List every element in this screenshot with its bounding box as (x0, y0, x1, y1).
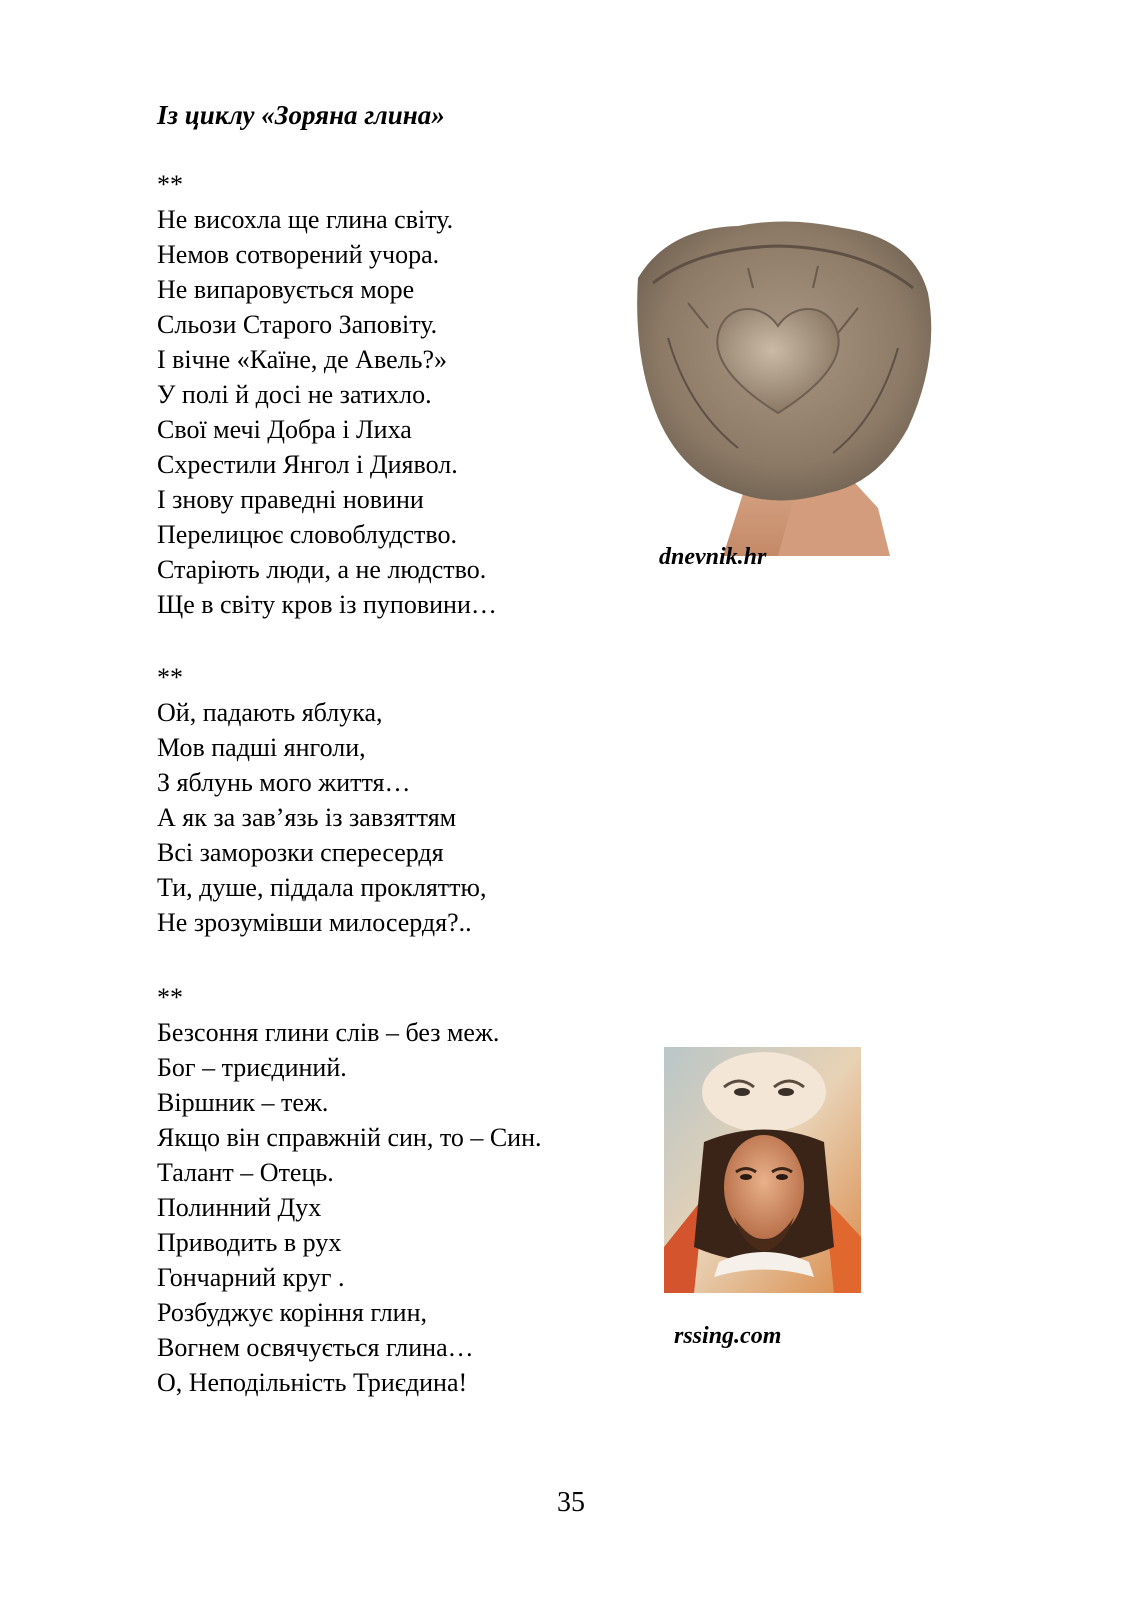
poem-line: Сльози Старого Заповіту. (157, 310, 438, 339)
trinity-painting-image (664, 1047, 861, 1293)
poem-line: Немов сотворений учора. (157, 240, 440, 269)
poem-separator: ** (157, 663, 183, 692)
poem-separator: ** (157, 983, 183, 1012)
poem-3 (157, 980, 542, 1400)
poem-line: З яблунь мого життя… (157, 768, 411, 797)
poem-line: Не зрозумівши милосердя?.. (157, 908, 472, 937)
poem-line: Перелицює словоблудство. (157, 520, 458, 549)
poem-line: Полинний Дух (157, 1193, 322, 1222)
image-credit: dnevnik.hr (659, 544, 767, 570)
poem-line: Схрестили Янгол і Диявол. (157, 450, 458, 479)
poem-line: Всі заморозки спересердя (157, 838, 444, 867)
poem-line: Ой, падають яблука, (157, 698, 383, 727)
poem-line: І вічне «Каїне, де Авель?» (157, 345, 447, 374)
clay-heart-hands-image (628, 208, 942, 556)
poem-line: Безсоння глини слів – без меж. (157, 1018, 500, 1047)
poem-line: Розбуджує коріння глин, (157, 1298, 428, 1327)
poem-2 (157, 660, 486, 940)
image-credit: rssing.com (674, 1323, 782, 1349)
poem-line: Гончарний круг . (157, 1263, 345, 1292)
poem-line: О, Неподільність Триєдина! (157, 1368, 468, 1397)
poem-line: Мов падші янголи, (157, 733, 366, 762)
page-number: 35 (557, 1487, 585, 1518)
poem-line: Не висохла ще глина світу. (157, 205, 454, 234)
poem-line: А як за зав’язь із завзяттям (157, 803, 457, 832)
poem-line: Бог – триєдиний. (157, 1053, 347, 1082)
poem-line: Приводить в рух (157, 1228, 342, 1257)
poem-line: Свої мечі Добра і Лиха (157, 415, 412, 444)
poem-line: Талант – Отець. (157, 1158, 334, 1187)
poem-line: Якщо він справжній син, то – Син. (157, 1123, 542, 1152)
poem-line: Не випаровується море (157, 275, 415, 304)
section-heading: Із циклу «Зоряна глина» (157, 100, 445, 130)
poem-line: Вогнем освячується глина… (157, 1333, 474, 1362)
poem-line: Ти, душе, піддала прокляттю, (157, 873, 487, 902)
poem-line: Старіють люди, а не людство. (157, 555, 487, 584)
poem-line: Ще в світу кров із пуповини… (157, 590, 497, 619)
poem-line: І знову праведні новини (157, 485, 424, 514)
poem-1 (157, 167, 497, 622)
poem-separator: ** (157, 170, 183, 199)
poem-line: Віршник – теж. (157, 1088, 329, 1117)
poem-line: У полі й досі не затихло. (157, 380, 432, 409)
